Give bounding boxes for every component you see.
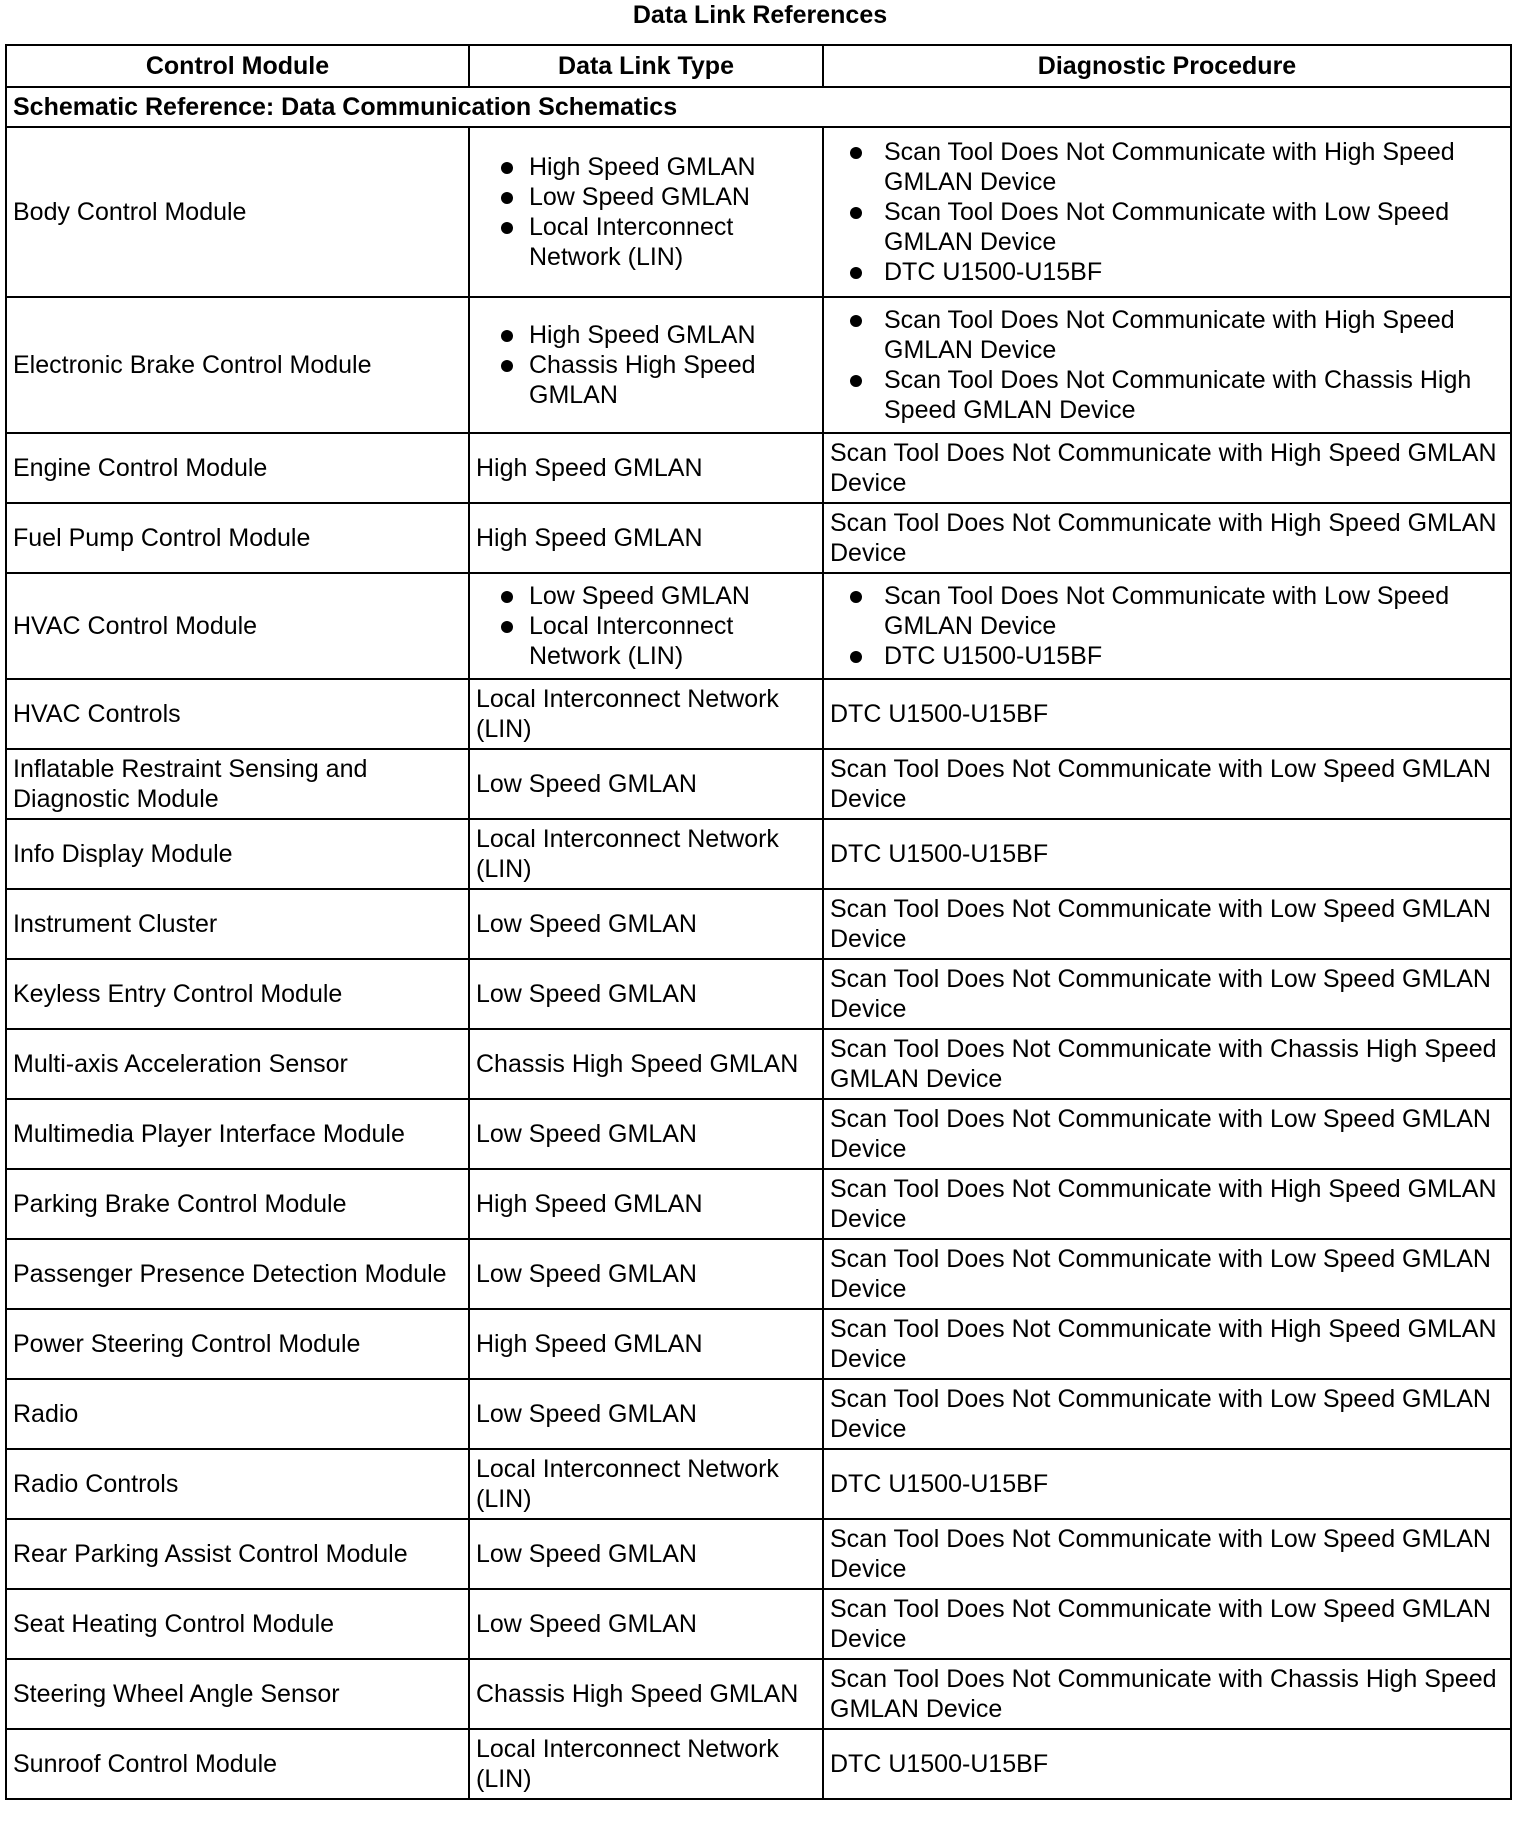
data-link-type-list (476, 152, 816, 272)
table-row (6, 127, 1511, 297)
diagnostic-procedure-cell: Scan Tool Does Not Communicate with Low Speed GMLAN Device (823, 1379, 1511, 1449)
header-control-module: Control Module (6, 45, 469, 87)
control-module-cell: HVAC Control Module (6, 573, 469, 679)
list-item: Low Speed GMLAN (476, 581, 816, 611)
list-item: Low Speed GMLAN (476, 182, 816, 212)
data-link-type-cell: Low Speed GMLAN (469, 1239, 823, 1309)
data-link-type-cell: Low Speed GMLAN (469, 749, 823, 819)
table-row (6, 503, 1511, 573)
data-link-type-cell: Low Speed GMLAN (469, 1099, 823, 1169)
data-link-type-cell (469, 573, 823, 679)
list-item: High Speed GMLAN (476, 152, 816, 182)
table-row (6, 1589, 1511, 1659)
control-module-cell: Power Steering Control Module (6, 1309, 469, 1379)
list-item: Chassis High Speed GMLAN (476, 350, 816, 410)
procedure-list (830, 305, 1504, 425)
control-module-cell: Seat Heating Control Module (6, 1589, 469, 1659)
diagnostic-procedure-cell: DTC U1500-U15BF (823, 1449, 1511, 1519)
table-row (6, 1239, 1511, 1309)
list-item: Local Interconnect Network (LIN) (476, 212, 816, 272)
table-row (6, 297, 1511, 433)
section-row (6, 87, 1511, 127)
control-module-cell: Radio Controls (6, 1449, 469, 1519)
data-link-type-cell: Low Speed GMLAN (469, 889, 823, 959)
table-row (6, 1169, 1511, 1239)
list-item: Scan Tool Does Not Communicate with Low Speed GMLAN Device (830, 197, 1504, 257)
data-link-type-cell: Chassis High Speed GMLAN (469, 1659, 823, 1729)
list-item: DTC U1500-U15BF (830, 257, 1504, 287)
control-module-cell: Steering Wheel Angle Sensor (6, 1659, 469, 1729)
schematic-reference: Schematic Reference: Data Communication Schematics (6, 87, 1511, 127)
control-module-cell: Info Display Module (6, 819, 469, 889)
control-module-cell: Body Control Module (6, 127, 469, 297)
control-module-cell: Keyless Entry Control Module (6, 959, 469, 1029)
list-item: Scan Tool Does Not Communicate with Low Speed GMLAN Device (830, 581, 1504, 641)
control-module-cell: Fuel Pump Control Module (6, 503, 469, 573)
diagnostic-procedure-cell: DTC U1500-U15BF (823, 819, 1511, 889)
table-row (6, 1449, 1511, 1519)
table-row (6, 1099, 1511, 1169)
diagnostic-procedure-cell: Scan Tool Does Not Communicate with Chassis High Speed GMLAN Device (823, 1029, 1511, 1099)
diagnostic-procedure-cell: Scan Tool Does Not Communicate with Low Speed GMLAN Device (823, 889, 1511, 959)
data-link-type-cell: Local Interconnect Network (LIN) (469, 1449, 823, 1519)
list-item: Scan Tool Does Not Communicate with Chassis High Speed GMLAN Device (830, 365, 1504, 425)
control-module-cell: Engine Control Module (6, 433, 469, 503)
data-link-type-cell: Local Interconnect Network (LIN) (469, 679, 823, 749)
diagnostic-procedure-cell (823, 573, 1511, 679)
control-module-cell: Multi-axis Acceleration Sensor (6, 1029, 469, 1099)
diagnostic-procedure-cell: Scan Tool Does Not Communicate with Chassis High Speed GMLAN Device (823, 1659, 1511, 1729)
diagnostic-procedure-cell: Scan Tool Does Not Communicate with Low Speed GMLAN Device (823, 1519, 1511, 1589)
header-data-link-type: Data Link Type (469, 45, 823, 87)
data-link-type-cell: Low Speed GMLAN (469, 959, 823, 1029)
diagnostic-procedure-cell: Scan Tool Does Not Communicate with Low Speed GMLAN Device (823, 959, 1511, 1029)
control-module-cell: Rear Parking Assist Control Module (6, 1519, 469, 1589)
diagnostic-procedure-cell: Scan Tool Does Not Communicate with High Speed GMLAN Device (823, 503, 1511, 573)
control-module-cell: Multimedia Player Interface Module (6, 1099, 469, 1169)
table-row (6, 573, 1511, 679)
data-link-type-list (476, 320, 816, 410)
data-link-type-cell: Chassis High Speed GMLAN (469, 1029, 823, 1099)
control-module-cell: Electronic Brake Control Module (6, 297, 469, 433)
table-row (6, 1309, 1511, 1379)
list-item: DTC U1500-U15BF (830, 641, 1504, 671)
table-row (6, 433, 1511, 503)
diagnostic-procedure-cell: Scan Tool Does Not Communicate with High Speed GMLAN Device (823, 433, 1511, 503)
table-row (6, 1029, 1511, 1099)
table-row (6, 959, 1511, 1029)
data-link-type-cell: High Speed GMLAN (469, 1169, 823, 1239)
control-module-cell: Inflatable Restraint Sensing and Diagnostic Module (6, 749, 469, 819)
list-item: Local Interconnect Network (LIN) (476, 611, 816, 671)
table-row (6, 1519, 1511, 1589)
table-row (6, 889, 1511, 959)
data-link-type-cell: Low Speed GMLAN (469, 1519, 823, 1589)
diagnostic-procedure-cell: Scan Tool Does Not Communicate with Low Speed GMLAN Device (823, 1239, 1511, 1309)
control-module-cell: Sunroof Control Module (6, 1729, 469, 1799)
list-item: Scan Tool Does Not Communicate with High Speed GMLAN Device (830, 305, 1504, 365)
diagnostic-procedure-cell: DTC U1500-U15BF (823, 1729, 1511, 1799)
table-row (6, 1659, 1511, 1729)
data-link-type-list (476, 581, 816, 671)
table-row (6, 1729, 1511, 1799)
data-link-table (5, 44, 1512, 1800)
table-row (6, 1379, 1511, 1449)
procedure-list (830, 581, 1504, 671)
data-link-type-cell (469, 127, 823, 297)
data-link-type-cell: High Speed GMLAN (469, 1309, 823, 1379)
data-link-type-cell: High Speed GMLAN (469, 433, 823, 503)
data-link-type-cell: Low Speed GMLAN (469, 1589, 823, 1659)
diagnostic-procedure-cell: DTC U1500-U15BF (823, 679, 1511, 749)
table-row (6, 679, 1511, 749)
diagnostic-procedure-cell: Scan Tool Does Not Communicate with Low Speed GMLAN Device (823, 1099, 1511, 1169)
diagnostic-procedure-cell (823, 297, 1511, 433)
table-header-row (6, 45, 1511, 87)
diagnostic-procedure-cell: Scan Tool Does Not Communicate with Low Speed GMLAN Device (823, 749, 1511, 819)
table-row (6, 819, 1511, 889)
diagnostic-procedure-cell (823, 127, 1511, 297)
diagnostic-procedure-cell: Scan Tool Does Not Communicate with High Speed GMLAN Device (823, 1169, 1511, 1239)
control-module-cell: Passenger Presence Detection Module (6, 1239, 469, 1309)
diagnostic-procedure-cell: Scan Tool Does Not Communicate with Low Speed GMLAN Device (823, 1589, 1511, 1659)
control-module-cell: Instrument Cluster (6, 889, 469, 959)
control-module-cell: HVAC Controls (6, 679, 469, 749)
page-title: Data Link References (632, 1, 888, 29)
control-module-cell: Parking Brake Control Module (6, 1169, 469, 1239)
list-item: Scan Tool Does Not Communicate with High Speed GMLAN Device (830, 137, 1504, 197)
header-diagnostic-procedure: Diagnostic Procedure (823, 45, 1511, 87)
procedure-list (830, 137, 1504, 287)
data-link-type-cell (469, 297, 823, 433)
diagnostic-procedure-cell: Scan Tool Does Not Communicate with High Speed GMLAN Device (823, 1309, 1511, 1379)
data-link-type-cell: Local Interconnect Network (LIN) (469, 819, 823, 889)
list-item: High Speed GMLAN (476, 320, 816, 350)
data-link-type-cell: Low Speed GMLAN (469, 1379, 823, 1449)
table-row (6, 749, 1511, 819)
data-link-type-cell: High Speed GMLAN (469, 503, 823, 573)
control-module-cell: Radio (6, 1379, 469, 1449)
data-link-type-cell: Local Interconnect Network (LIN) (469, 1729, 823, 1799)
